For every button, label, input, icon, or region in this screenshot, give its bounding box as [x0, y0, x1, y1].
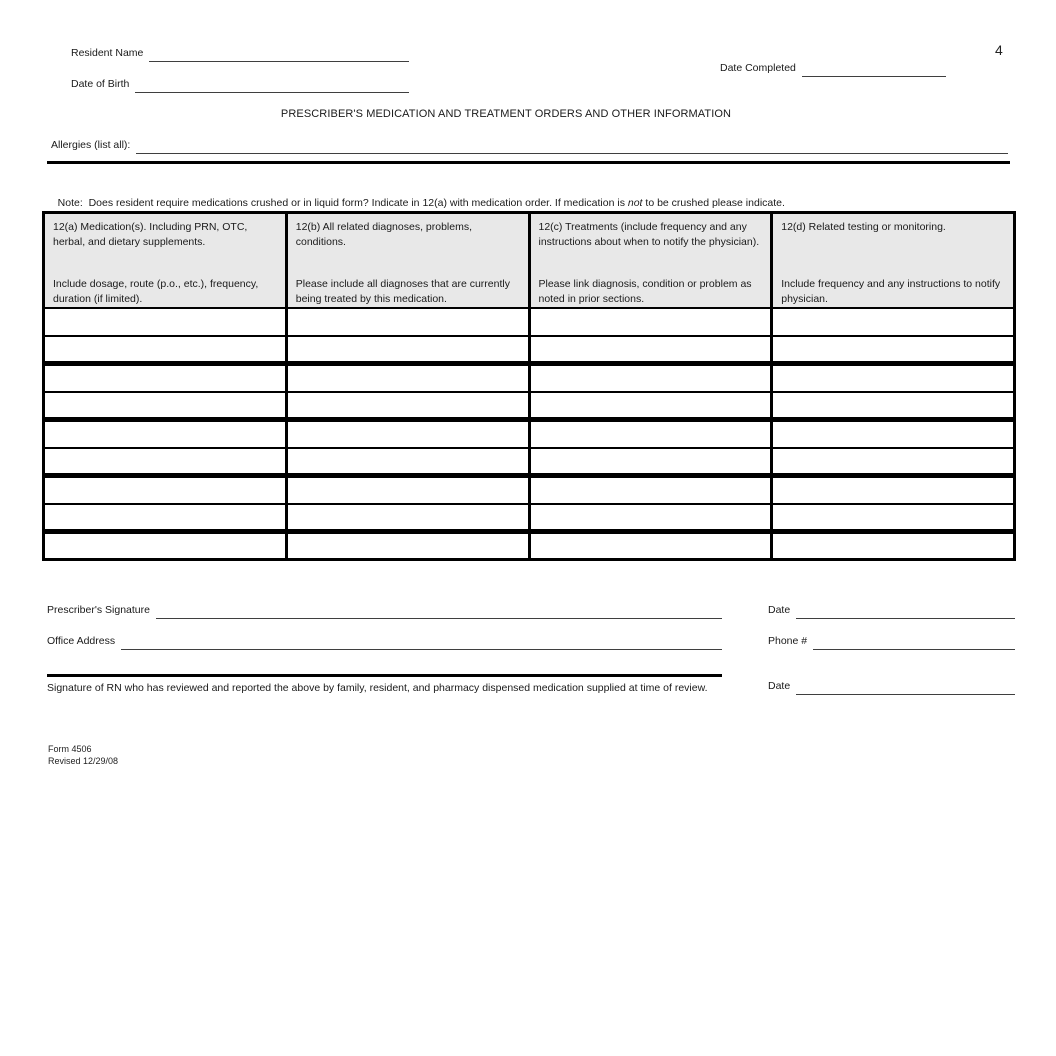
phone-field	[768, 634, 1015, 648]
prescriber-date-label: Date	[768, 604, 791, 616]
treatment-cell[interactable]	[529, 308, 772, 336]
orders-table-wrapper	[42, 211, 1016, 561]
rn-statement: Signature of RN who has reviewed and reported the above by family, resident, and pharmacy dispensed medication supplied at time of review.	[47, 682, 708, 694]
medication-cell[interactable]	[44, 532, 287, 560]
prescriber-signature-input[interactable]	[156, 605, 722, 619]
prescriber-signature-label: Prescriber's Signature	[47, 604, 150, 616]
testing-cell[interactable]	[772, 420, 1015, 448]
col-subheading: Please include all diagnoses that are currently being treated by this medication.	[295, 277, 510, 305]
medication-cell[interactable]	[44, 504, 287, 532]
allergies-input[interactable]	[136, 140, 1008, 154]
diagnosis-cell[interactable]	[286, 448, 529, 476]
treatment-cell[interactable]	[529, 476, 772, 504]
office-address-input[interactable]	[121, 636, 722, 650]
rn-date-input[interactable]	[796, 681, 1015, 695]
medication-cell[interactable]	[44, 336, 287, 364]
treatment-cell[interactable]	[529, 336, 772, 364]
rn-date-label: Date	[768, 680, 791, 692]
medication-cell[interactable]	[44, 364, 287, 392]
allergies-label: Allergies (list all):	[51, 139, 131, 151]
form-title: PRESCRIBER'S MEDICATION AND TREATMENT ORDERS AND OTHER INFORMATION	[280, 108, 732, 120]
prescriber-date-input[interactable]	[796, 605, 1015, 619]
form-revision-date: Revised 12/29/08	[48, 756, 119, 766]
diagnosis-cell[interactable]	[286, 504, 529, 532]
diagnosis-cell[interactable]	[286, 420, 529, 448]
treatment-cell[interactable]	[529, 532, 772, 560]
treatment-cell[interactable]	[529, 420, 772, 448]
diagnosis-cell[interactable]	[286, 308, 529, 336]
diagnosis-cell[interactable]	[286, 364, 529, 392]
testing-cell[interactable]	[772, 448, 1015, 476]
allergies-field	[51, 138, 1008, 152]
diagnosis-cell[interactable]	[286, 532, 529, 560]
office-address-field	[47, 634, 722, 648]
resident-name-label: Resident Name	[71, 47, 144, 59]
testing-cell[interactable]	[772, 532, 1015, 560]
medication-cell[interactable]	[44, 448, 287, 476]
crush-note-italic: not	[627, 197, 643, 209]
prescriber-date-field	[768, 603, 1015, 617]
col-header-medications	[44, 213, 287, 308]
resident-name-input[interactable]	[149, 48, 409, 62]
form-number: Form 4506	[48, 744, 92, 754]
medication-cell[interactable]	[44, 476, 287, 504]
table-row	[44, 364, 1015, 392]
medication-cell[interactable]	[44, 392, 287, 420]
date-of-birth-field	[71, 77, 409, 91]
table-row	[44, 420, 1015, 448]
treatment-cell[interactable]	[529, 448, 772, 476]
date-of-birth-input[interactable]	[135, 79, 409, 93]
col-heading: 12(d) Related testing or monitoring.	[781, 221, 946, 233]
testing-cell[interactable]	[772, 476, 1015, 504]
testing-cell[interactable]	[772, 364, 1015, 392]
prescriber-signature-field	[47, 603, 722, 617]
office-address-label: Office Address	[47, 635, 116, 647]
table-row	[44, 504, 1015, 532]
treatment-cell[interactable]	[529, 504, 772, 532]
table-row	[44, 448, 1015, 476]
diagnosis-cell[interactable]	[286, 336, 529, 364]
table-row	[44, 336, 1015, 364]
rn-divider-rule	[47, 674, 722, 677]
crush-note-prefix: Note: Does resident require medications crushed or in liquid form? Indicate in 12(a) with medication order. If medication is	[57, 197, 628, 209]
col-subheading: Include frequency and any instructions to notify physician.	[781, 277, 1001, 305]
orders-table	[42, 211, 1016, 561]
testing-cell[interactable]	[772, 392, 1015, 420]
date-completed-label: Date Completed	[720, 62, 796, 74]
date-of-birth-label: Date of Birth	[71, 78, 130, 90]
treatment-cell[interactable]	[529, 392, 772, 420]
orders-header-row	[44, 213, 1015, 308]
testing-cell[interactable]	[772, 336, 1015, 364]
resident-name-field	[71, 46, 409, 60]
phone-label: Phone #	[768, 635, 808, 647]
col-heading: 12(b) All related diagnoses, problems, conditions.	[295, 221, 473, 248]
testing-cell[interactable]	[772, 504, 1015, 532]
testing-cell[interactable]	[772, 308, 1015, 336]
table-row	[44, 392, 1015, 420]
diagnosis-cell[interactable]	[286, 392, 529, 420]
diagnosis-cell[interactable]	[286, 476, 529, 504]
crush-note-suffix: to be crushed please indicate.	[642, 197, 785, 209]
table-row	[44, 476, 1015, 504]
col-header-diagnoses	[286, 213, 529, 308]
col-heading: 12(c) Treatments (include frequency and any instructions about when to notify the physician).	[538, 221, 760, 248]
date-completed-field	[720, 61, 946, 75]
rn-date-field	[768, 679, 1015, 693]
section-divider-rule	[47, 161, 1010, 164]
table-row	[44, 532, 1015, 560]
orders-table-body	[44, 308, 1015, 560]
medication-cell[interactable]	[44, 308, 287, 336]
date-completed-input[interactable]	[802, 63, 946, 77]
treatment-cell[interactable]	[529, 364, 772, 392]
col-header-testing	[772, 213, 1015, 308]
phone-input[interactable]	[813, 636, 1015, 650]
col-header-treatments	[529, 213, 772, 308]
col-subheading: Include dosage, route (p.o., etc.), frequency, duration (if limited).	[53, 277, 259, 305]
table-row	[44, 308, 1015, 336]
medication-cell[interactable]	[44, 420, 287, 448]
col-subheading: Please link diagnosis, condition or problem as noted in prior sections.	[538, 277, 752, 305]
col-heading: 12(a) Medication(s). Including PRN, OTC, herbal, and dietary supplements.	[53, 221, 248, 248]
form-meta	[48, 743, 118, 767]
page-number: 4	[995, 42, 1003, 58]
